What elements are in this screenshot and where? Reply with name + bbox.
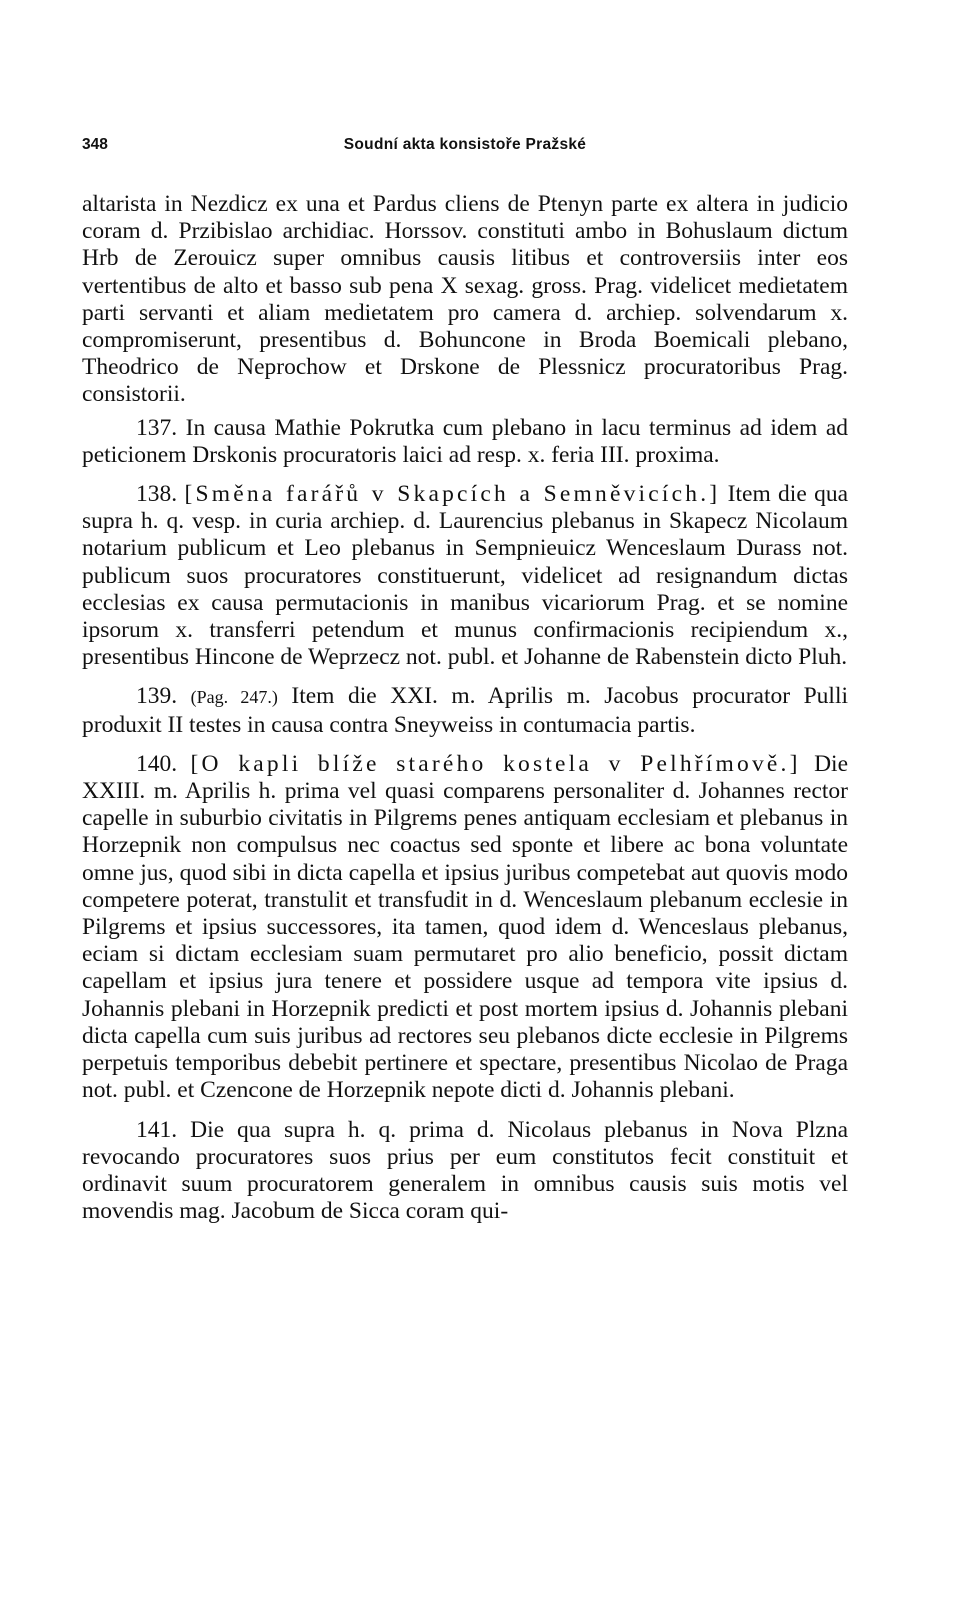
entry-text: Die XXIII. m. Aprilis h. prima vel quasi comparens personaliter d. Johannes rector capelle in suburbio civitatis in Pilgrems penes antiquam ecclesiam et plebanus in Horzepnik non compulsus nec coactus sed sponte et libere ac bona voluntate omne jus, quod sibi in dicta capella et ipsius juribus competebat aut quovis modo competere poterat, transtulit et transfudit in d. Wenceslaum plebanum ecclesie in Pilgrems et ipsius successores, ita tamen, quod idem d. Wenceslaus plebanus, eciam si dictam ecclesiam suam permutaret pro alio beneficio, possit dictam capellam et ipsius jura tenere et possidere usque ad tempora vite ipsius d. Johannis plebani in Horzepnik predicti et post mortem ipsius d. Johannis plebani dicta capella cum suis juribus ad rectores seu plebanos dicte ecclesie in Pilgrems perpetuis temporibus debebit pertinere et spectare, presentibus Nicolao de Praga not. publ. et Czencone de Horzepnik nepote dicti d. Johannis plebani.	[82, 750, 848, 1104]
entry-137	[82, 415, 848, 469]
page-header	[82, 136, 848, 156]
entry-text: Item die qua supra h. q. vesp. in curia archiep. d. Laurencius plebanus in Skapecz Nicolaum notarium publicum et Leo plebanus in Sempnieuicz Wenceslaum Durass not. publicum suos procuratores constituerunt, videlicet ad resignandum dictas ecclesias ex causa permutacionis in manibus vicariorum Prag. et se nomine ipsorum x. transferri petendum et munus confirmacionis recipiendum x., presentibus Hincone de Weprzecz not. publ. et Johanne de Rabenstein dicto Pluh.	[82, 481, 848, 671]
entry-140	[82, 751, 848, 1105]
entry-number: 139.	[136, 683, 178, 710]
page-number: 348	[82, 136, 108, 153]
entry-141	[82, 1117, 848, 1226]
entry-138	[82, 481, 848, 671]
page-body	[82, 191, 848, 1225]
entry-text: In causa Mathie Pokrutka cum plebano in lacu terminus ad idem ad peticionem Drskonis procuratoris laici ad resp. x. feria III. proxima.	[82, 414, 849, 468]
entry-text: altarista in Nezdicz ex una et Pardus cliens de Ptenyn parte ex altera in judicio coram d. Przibislao archidiac. Horssov. constituti ambo in Bohuslaum dictum Hrb de Zerouicz super omnibus causis litibus et controversiis inter eos vertentibus de alto et basso sub pena X sexag. gross. Prag. videlicet medietatem parti servanti et aliam medietatem pro camera d. archiep. solvendarum x. compromiserunt, presentibus d. Bohuncone in Broda Boemicali plebano, Theodrico de Neprochow et Drskone de Plessnicz procuratoribus Prag. consistorii.	[82, 191, 848, 408]
entry-continuation	[82, 191, 848, 409]
entry-number: 138.	[136, 481, 178, 508]
entry-139	[82, 683, 848, 738]
entry-number: 141.	[136, 1116, 178, 1143]
entry-number: 140.	[136, 750, 178, 777]
entry-text: Die qua supra h. q. prima d. Nicolaus plebanus in Nova Plzna revocando procuratores suos prius per eum constitutos fecit constituit et ordinavit suum procuratorem generalem in omnibus causis suis motis vel movendis mag. Jacobum de Sicca coram qui-	[82, 1116, 848, 1225]
entry-heading: [Směna farářů v Skapcích a Semněvicích.]	[184, 481, 721, 508]
entry-text: Item die XXI. m. Aprilis m. Jacobus procurator Pulli produxit II testes in causa contra Sneyweiss in contumacia partis.	[82, 683, 849, 738]
entry-number: 137.	[136, 414, 178, 441]
running-title: Soudní akta konsistoře Pražské	[343, 136, 587, 153]
page-reference: (Pag. 247.)	[190, 687, 278, 708]
entry-heading: [O kapli blíže starého kostela v Pelhřímově.]	[190, 750, 801, 777]
